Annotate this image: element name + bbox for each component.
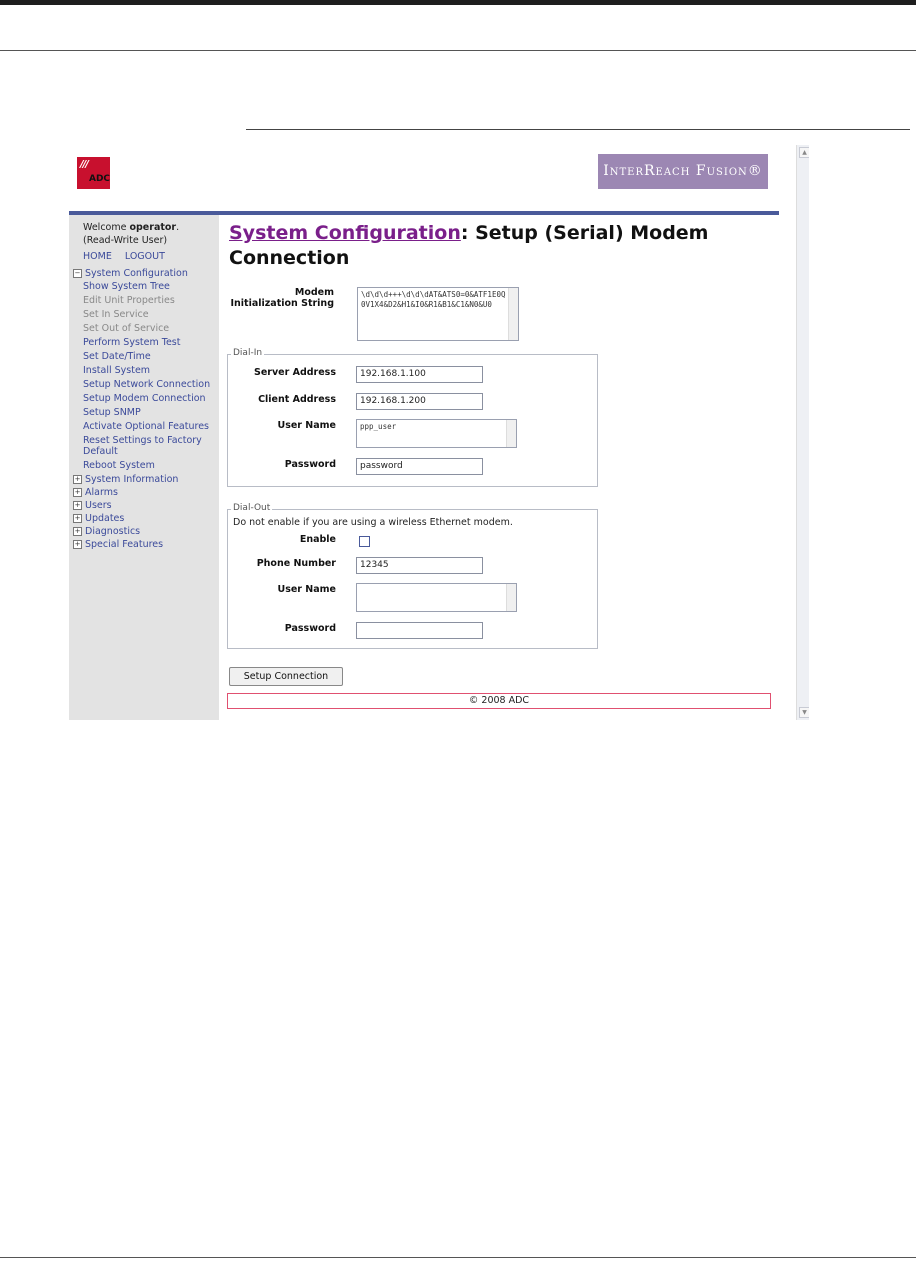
title-rest: : Setup (Serial) Modem Connection [229,222,709,269]
enable-label: Enable [299,534,336,545]
welcome-suffix: . [176,222,180,233]
section-rule [246,129,910,130]
textarea-scrollbar[interactable] [506,420,516,447]
nav-item-set-out-of-service[interactable]: Set Out of Service [83,323,170,334]
page-header [69,145,779,213]
nav-section-label: System Configuration [85,268,188,279]
nav-section-system-information[interactable] [73,474,219,485]
dialout-username-label: User Name [277,584,336,595]
nav-item-show-system-tree[interactable]: Show System Tree [83,281,170,292]
init-string-value: \d\d\d+++\d\d\dAT&ATS0=0&ATF1E0Q0V1X4&D2&H1&I0&R1&B1&C1&N0&U0 [361,290,506,309]
browser-screenshot [69,145,809,720]
client-address-label: Client Address [258,394,336,405]
logo-slashes: /// [80,159,88,170]
footer-rule [0,1257,916,1258]
dial-out-legend: Dial-Out [233,503,271,513]
header-rule [0,50,916,51]
adc-logo[interactable] [77,157,110,189]
phone-number-label: Phone Number [256,558,336,569]
nav-section-label: Users [85,500,112,511]
user-name: operator [129,222,177,233]
home-link[interactable]: HOME [83,251,112,262]
nav-section-label: Updates [85,513,125,524]
copyright-footer: © 2008 ADC [227,693,771,709]
phone-number-input[interactable]: 12345 [356,557,483,574]
sidebar [69,215,219,720]
dial-in-legend: Dial-In [233,348,263,358]
dialin-password-input[interactable]: password [356,458,483,475]
dialin-username-value: ppp_user [360,422,397,431]
nav-item-install-system[interactable]: Install System [83,365,151,376]
nav-section-system-configuration[interactable] [73,268,219,279]
server-address-label: Server Address [254,367,336,378]
title-link[interactable]: System Configuration [229,222,461,244]
dialout-password-input[interactable] [356,622,483,639]
nav-section-special-features[interactable] [73,539,219,550]
nav-item-setup-modem-connection[interactable]: Setup Modem Connection [83,393,206,404]
nav-section-label: Diagnostics [85,526,141,537]
nav-item-reset-settings[interactable]: Reset Settings to Factory Default [83,435,202,457]
textarea-scrollbar[interactable] [508,288,518,340]
dialout-password-label: Password [284,623,336,634]
dialin-username-label: User Name [277,420,336,431]
main-content [227,215,787,720]
nav-item-perform-system-test[interactable]: Perform System Test [83,337,181,348]
setup-connection-button[interactable]: Setup Connection [229,667,343,686]
welcome-text [83,221,179,247]
nav-item-set-date-time[interactable]: Set Date/Time [83,351,151,362]
scroll-up-arrow[interactable]: ▲ [799,147,809,158]
enable-checkbox[interactable] [359,536,370,547]
dialout-username-input[interactable] [356,583,517,612]
client-address-input[interactable]: 192.168.1.200 [356,393,483,410]
nav-item-setup-snmp[interactable]: Setup SNMP [83,407,141,418]
user-role: (Read-Write User) [83,235,168,246]
nav-item-set-in-service[interactable]: Set In Service [83,309,149,320]
nav-item-setup-network-connection[interactable]: Setup Network Connection [83,379,211,390]
brand-banner: InterReach Fusion® [598,154,768,189]
init-string-textarea[interactable] [357,287,519,341]
top-links [83,251,175,262]
nav-item-activate-optional-features[interactable]: Activate Optional Features [83,421,209,432]
nav-section-label: Alarms [85,487,118,498]
nav-section-label: Special Features [85,539,164,550]
nav-tree [73,268,219,552]
dialin-username-input[interactable] [356,419,517,448]
expand-icon[interactable]: + [74,540,81,548]
nav-section-diagnostics[interactable] [73,526,219,537]
textarea-scrollbar[interactable] [506,584,516,611]
logo-text: ADC [89,174,111,184]
welcome-prefix: Welcome [83,222,130,233]
nav-item-edit-unit-properties[interactable]: Edit Unit Properties [83,295,175,306]
nav-section-label: System Information [85,474,179,485]
scroll-down-arrow[interactable]: ▼ [799,707,809,718]
page-title [229,221,749,271]
top-bar [0,0,916,5]
server-address-input[interactable]: 192.168.1.100 [356,366,483,383]
expand-icon[interactable]: + [74,527,81,535]
collapse-icon[interactable]: − [74,269,81,277]
expand-icon[interactable]: + [74,501,81,509]
dialin-password-label: Password [284,459,336,470]
expand-icon[interactable]: + [74,488,81,496]
expand-icon[interactable]: + [74,514,81,522]
init-string-label: Modem Initialization String [230,287,334,309]
nav-section-alarms[interactable] [73,487,219,498]
logout-link[interactable]: LOGOUT [124,251,165,262]
nav-section-users[interactable] [73,500,219,511]
expand-icon[interactable]: + [74,475,81,483]
dial-out-note: Do not enable if you are using a wireless Ethernet modem. [233,517,513,528]
page-scrollbar[interactable] [796,145,809,720]
nav-item-reboot-system[interactable]: Reboot System [83,460,155,471]
nav-section-updates[interactable] [73,513,219,524]
